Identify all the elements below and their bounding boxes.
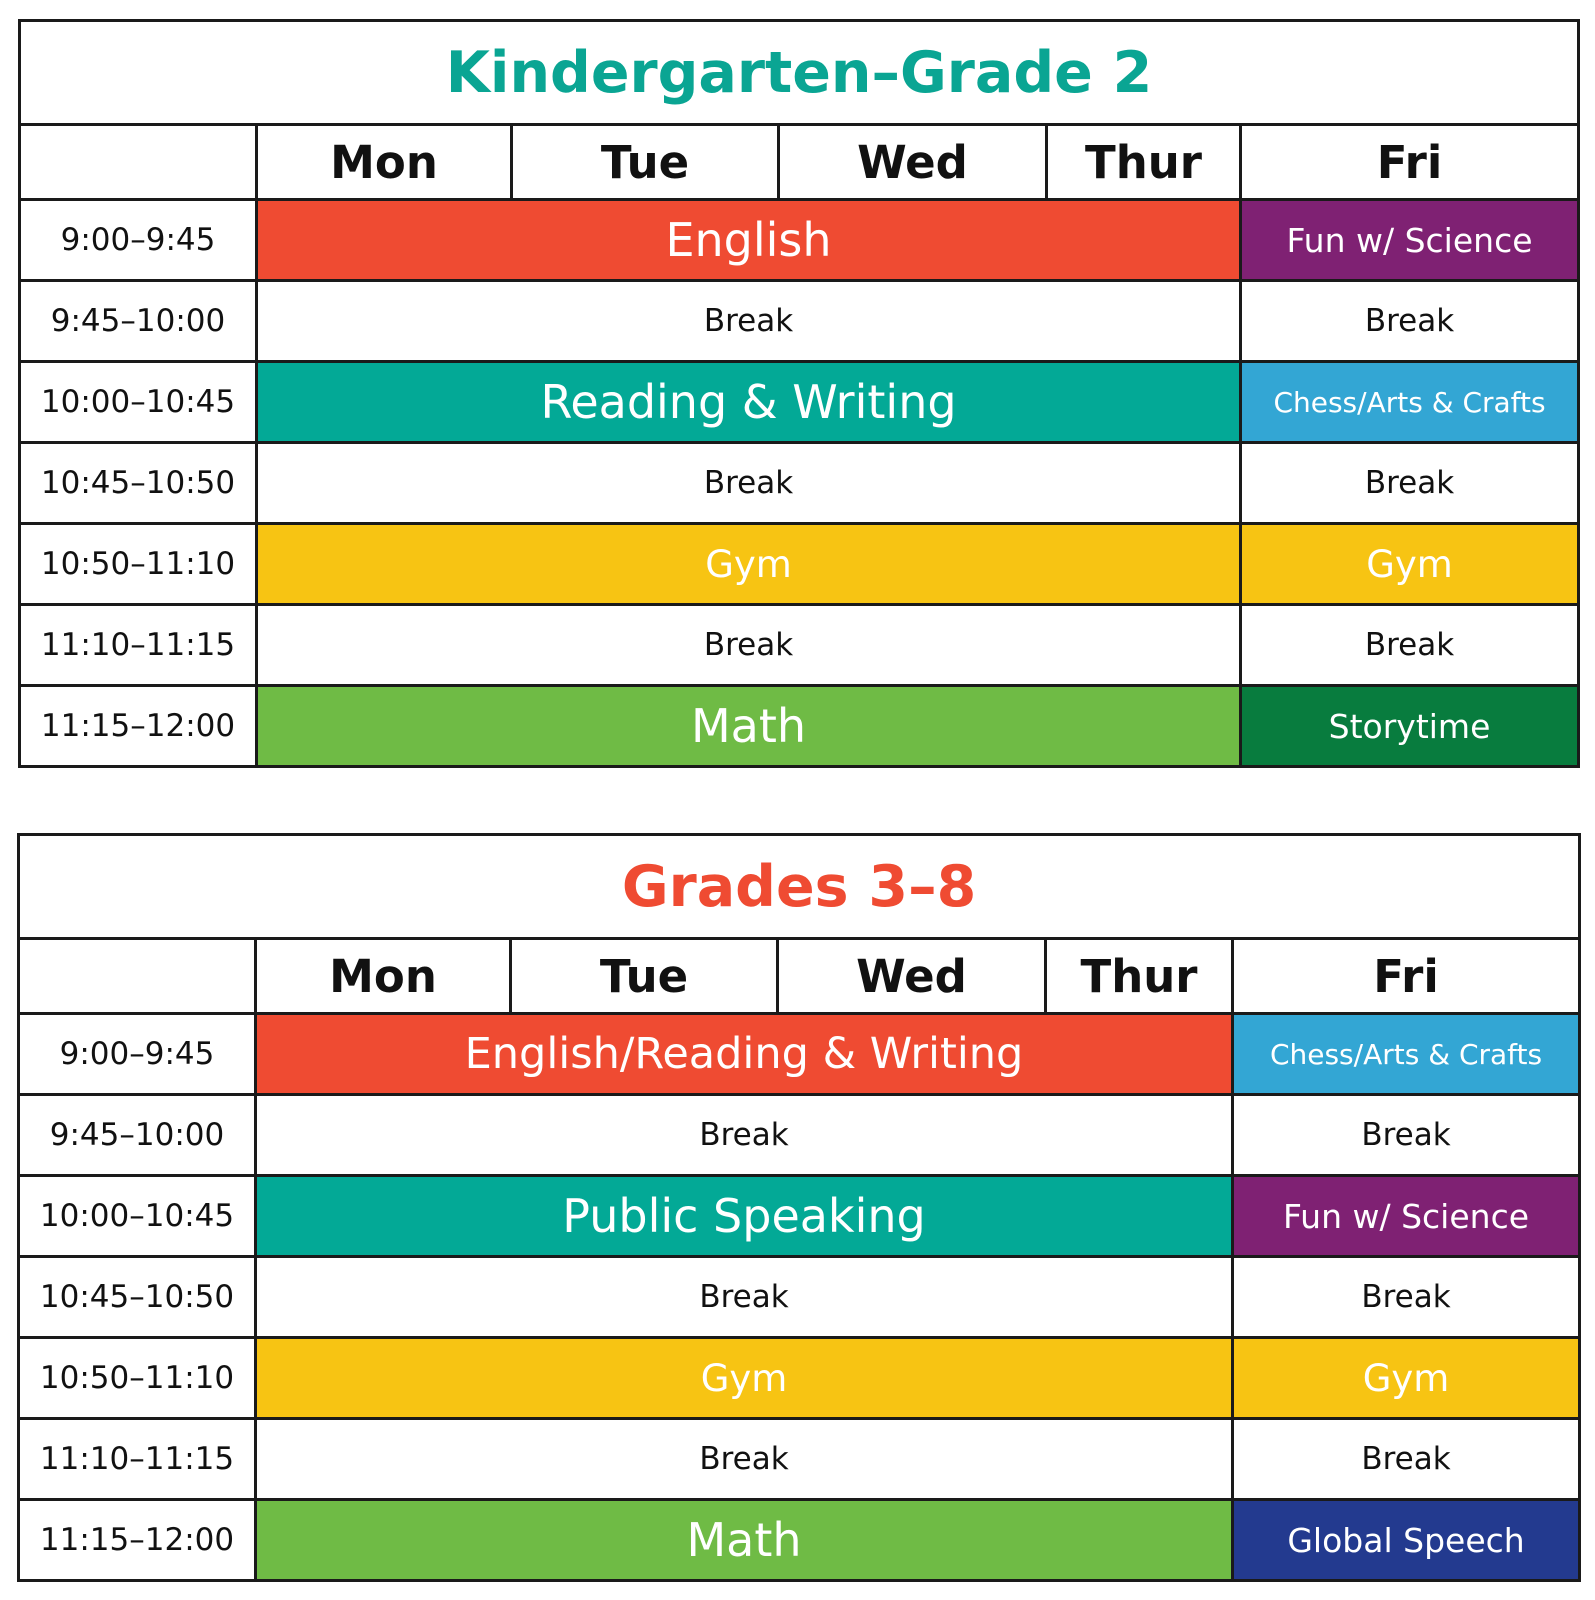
time-slot: 10:50–11:10 <box>20 524 257 605</box>
friday-subject: Fun w/ Science <box>1233 1176 1580 1257</box>
friday-break: Break <box>1241 443 1579 524</box>
weekday-subject: English <box>257 200 1241 281</box>
weekday-subject: Math <box>256 1500 1233 1581</box>
friday-break: Break <box>1241 605 1579 686</box>
friday-break: Break <box>1241 281 1579 362</box>
corner-cell <box>19 939 256 1014</box>
friday-break: Break <box>1233 1095 1580 1176</box>
weekday-break: Break <box>257 443 1241 524</box>
time-slot: 10:50–11:10 <box>19 1338 256 1419</box>
time-slot: 10:00–10:45 <box>19 1176 256 1257</box>
time-slot: 11:15–12:00 <box>19 1500 256 1581</box>
friday-subject: Gym <box>1233 1338 1580 1419</box>
corner-cell <box>20 125 257 200</box>
day-header-tue: Tue <box>511 939 778 1014</box>
weekday-break: Break <box>256 1419 1233 1500</box>
time-slot: 10:45–10:50 <box>20 443 257 524</box>
friday-subject: Fun w/ Science <box>1241 200 1579 281</box>
time-slot: 11:15–12:00 <box>20 686 257 767</box>
friday-break: Break <box>1233 1257 1580 1338</box>
time-slot: 11:10–11:15 <box>20 605 257 686</box>
schedule-table-grades-3-8 <box>17 833 1581 1582</box>
friday-subject: Gym <box>1241 524 1579 605</box>
schedule-table-kindergarten-grade-2 <box>18 19 1580 768</box>
weekday-break: Break <box>256 1095 1233 1176</box>
day-header-mon: Mon <box>257 125 512 200</box>
friday-subject: Chess/Arts & Crafts <box>1233 1014 1580 1095</box>
time-slot: 11:10–11:15 <box>19 1419 256 1500</box>
weekday-subject: Math <box>257 686 1241 767</box>
weekday-break: Break <box>257 605 1241 686</box>
friday-subject: Storytime <box>1241 686 1579 767</box>
friday-break: Break <box>1233 1419 1580 1500</box>
friday-subject: Chess/Arts & Crafts <box>1241 362 1579 443</box>
friday-subject: Global Speech <box>1233 1500 1580 1581</box>
day-header-fri: Fri <box>1241 125 1579 200</box>
time-slot: 10:00–10:45 <box>20 362 257 443</box>
time-slot: 9:00–9:45 <box>20 200 257 281</box>
day-header-fri: Fri <box>1233 939 1580 1014</box>
weekday-subject: English/Reading & Writing <box>256 1014 1233 1095</box>
weekday-subject: Gym <box>256 1338 1233 1419</box>
weekday-break: Break <box>257 281 1241 362</box>
day-header-mon: Mon <box>256 939 511 1014</box>
weekday-subject: Gym <box>257 524 1241 605</box>
day-header-thur: Thur <box>1046 939 1233 1014</box>
table-title: Grades 3–8 <box>19 835 1580 939</box>
time-slot: 9:45–10:00 <box>20 281 257 362</box>
day-header-wed: Wed <box>778 939 1046 1014</box>
time-slot: 9:00–9:45 <box>19 1014 256 1095</box>
time-slot: 10:45–10:50 <box>19 1257 256 1338</box>
weekday-subject: Reading & Writing <box>257 362 1241 443</box>
weekday-subject: Public Speaking <box>256 1176 1233 1257</box>
time-slot: 9:45–10:00 <box>19 1095 256 1176</box>
day-header-thur: Thur <box>1047 125 1241 200</box>
day-header-tue: Tue <box>512 125 779 200</box>
table-title: Kindergarten–Grade 2 <box>20 21 1579 125</box>
weekday-break: Break <box>256 1257 1233 1338</box>
day-header-wed: Wed <box>779 125 1047 200</box>
